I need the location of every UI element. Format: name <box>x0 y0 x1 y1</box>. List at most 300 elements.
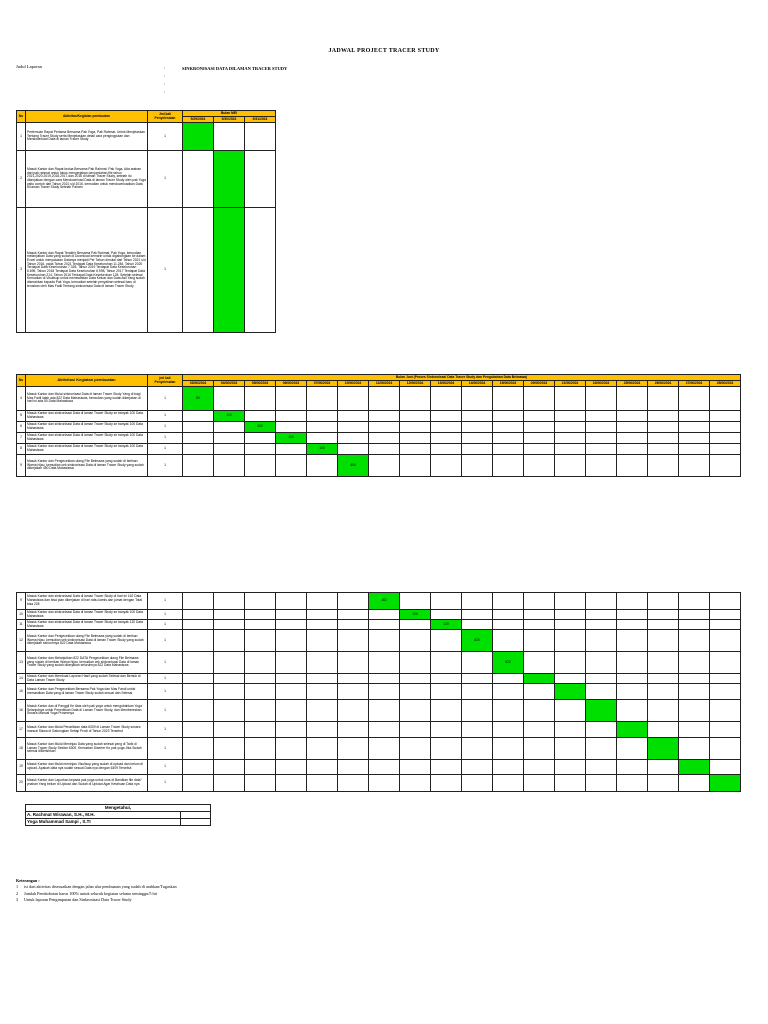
notes-title: Keterangan : <box>16 878 40 883</box>
empty-cell <box>338 620 369 630</box>
progress-cell: 50 <box>183 387 214 411</box>
empty-cell <box>369 422 400 433</box>
report-colons: : : : : <box>164 65 166 95</box>
empty-cell <box>679 722 710 738</box>
empty-cell <box>307 674 338 684</box>
empty-cell <box>462 738 493 760</box>
empty-cell <box>307 652 338 674</box>
empty-cell <box>648 433 679 444</box>
date-header: 28/06/2024 <box>710 381 741 387</box>
empty-cell <box>679 620 710 630</box>
empty-cell <box>214 652 245 674</box>
empty-cell <box>586 593 617 610</box>
table-row <box>17 610 741 620</box>
row-activity: Masuk Kantor dan Mulai Meninjau Data yang sudah selesai yang di Tarik di Laman Tracer Study Sekitar 6309, Kemudian Diserter Ke pak yoga Jika Sudah selesai diBersihkan <box>26 738 148 760</box>
empty-cell <box>400 593 431 610</box>
empty-cell <box>431 411 462 422</box>
empty-cell <box>400 422 431 433</box>
empty-cell <box>617 433 648 444</box>
empty-cell <box>338 738 369 760</box>
date-header: 07/06/2024 <box>307 381 338 387</box>
empty-cell <box>276 738 307 760</box>
table-row <box>17 700 741 722</box>
empty-cell <box>524 422 555 433</box>
row-activity: Masuk Kantor dan sinkronisasi Data di laman Tracer Study se banyak 100 Data Mahasiswa <box>26 422 148 433</box>
notes <box>16 878 177 903</box>
empty-cell <box>400 387 431 411</box>
empty-cell <box>276 775 307 792</box>
empty-cell <box>617 610 648 620</box>
empty-cell <box>338 760 369 775</box>
row-number: 10 <box>17 610 26 620</box>
progress-cell <box>710 775 741 792</box>
page-title: JADWAL PROJECT TRACER STUDY <box>328 48 440 54</box>
empty-cell <box>555 411 586 422</box>
row-activity: Masuk Kantor dan di Panggil Ke Atas oleh pak yoga untuk mengubahkan Yoga Selanjutnya untuk Penerikkan Data di Laman Tracer Study, dan Membereskan Secara Manual Yoga Prosesnya <box>26 700 148 722</box>
row-count: 1 <box>148 593 183 610</box>
empty-cell <box>493 630 524 652</box>
empty-cell <box>617 444 648 455</box>
empty-cell <box>617 684 648 700</box>
empty-cell <box>369 610 400 620</box>
row-activity: Masuk Kantor dan Laporkan kepada pak yoga untuk cros di Bandkan file data" ynahan Yang belum di Upload dan Sudah di Upload Agar Ketahuan Data nya <box>26 775 148 792</box>
empty-cell <box>214 674 245 684</box>
table-row <box>17 387 741 411</box>
empty-cell <box>617 620 648 630</box>
empty-cell <box>617 411 648 422</box>
empty-cell <box>183 620 214 630</box>
empty-cell <box>307 630 338 652</box>
empty-cell <box>524 700 555 722</box>
empty-cell <box>431 684 462 700</box>
empty-cell <box>431 738 462 760</box>
empty-cell <box>648 775 679 792</box>
empty-cell <box>524 455 555 477</box>
empty-cell <box>555 738 586 760</box>
empty-cell <box>617 387 648 411</box>
row-activity: Masuk Kantor dan sinkronisasi Data di laman Tracer Study se banyak 100 Data Mahasiswa <box>26 411 148 422</box>
empty-cell <box>648 700 679 722</box>
row-number: 15 <box>17 684 26 700</box>
empty-cell <box>369 630 400 652</box>
table-row <box>17 674 741 684</box>
empty-cell <box>586 652 617 674</box>
empty-cell <box>245 411 276 422</box>
empty-cell <box>369 387 400 411</box>
row-count: 1 <box>148 387 183 411</box>
table-row <box>17 411 741 422</box>
empty-cell <box>493 674 524 684</box>
empty-cell <box>493 620 524 630</box>
empty-cell <box>648 722 679 738</box>
row-number: 7 <box>17 433 26 444</box>
empty-cell <box>679 387 710 411</box>
empty-cell <box>710 433 741 444</box>
table-row: 3 Masuk Kantor dan Rapat Terakhir Bersama Pak Rahmat, Pak Yoga, kemudian melanjutkan Data yang sudah di Download kemarin untuk digabungkan ke dalam Excel untuk menyatukan Datanya menjadi Per Tahun dimulai dari Tahun 2021 s/d Tahun 2016, pada Tahun 2021 Terdapat Data Keseluruhan 11.284, Tahun 2020 Terdapat Data Keseluruhan 7.328, Tahun 2019 Terdapat Data Keseluruhan 6.695, Tahun 2018 Terdapat Data Keseluruhan 6.998, Tahun 2017 Terdapat Data Keseluruhan 214, Tahun 2016 Terdapat Data Keseluruhan 128. Setelah selesai Kemudian di Visulisup untuk memisahkan Data Keluar dan Data Asli Yang sudah diserahkan kepada Pak Yoga, kemudian setelah penyaliran selesai baru di teruskan oleh Mas Fadil Tentang sinkronisasi Data di laman Tracer Study 1 <box>17 208 276 333</box>
empty-cell <box>245 593 276 610</box>
col-count: Jml kali Penyelesaian <box>148 111 183 123</box>
empty-cell <box>276 610 307 620</box>
empty-cell <box>493 422 524 433</box>
row-count: 1 <box>148 630 183 652</box>
table-row <box>17 775 741 792</box>
empty-cell <box>586 422 617 433</box>
date-header: 25/06/2024 <box>617 381 648 387</box>
empty-cell <box>555 455 586 477</box>
empty-cell <box>586 455 617 477</box>
empty-cell <box>617 630 648 652</box>
row-activity: Masuk Kantor dan Mulai meninjau Visulisup yang sudah di upload dan belum di upload, Apakah data nya sudah sesuai Data nya dengan 6309 Tersebut <box>26 760 148 775</box>
empty-cell <box>369 775 400 792</box>
row-count: 1 <box>148 620 183 630</box>
empty-cell <box>555 674 586 684</box>
progress-cell: 100 <box>214 411 245 422</box>
row-activity: Masuk Kantor dan Membuat Laporan Hasil yang sudah Selesai dan Bentuk di Data Laman Tracer Study <box>26 674 148 684</box>
empty-cell <box>524 387 555 411</box>
empty-cell <box>400 722 431 738</box>
empty-cell <box>214 684 245 700</box>
empty-cell <box>555 593 586 610</box>
empty-cell <box>400 444 431 455</box>
empty-cell <box>586 411 617 422</box>
empty-cell <box>462 411 493 422</box>
empty-cell <box>493 433 524 444</box>
empty-cell <box>679 684 710 700</box>
empty-cell <box>276 422 307 433</box>
empty-cell <box>431 674 462 684</box>
empty-cell <box>648 620 679 630</box>
empty-cell <box>524 444 555 455</box>
table-row: 1 Pertemuan Rapat Pertama Bersama Pak Yoga, Pak Rahmat, Untuk Menjelaskan Tentang Tracer Study serta Menjelaskan detail cara pengingputan dan Mendownload Data di laman Tracer Study 1 <box>17 123 276 151</box>
empty-cell <box>555 422 586 433</box>
row-count: 1 <box>148 422 183 433</box>
empty-cell <box>183 411 214 422</box>
col-count: jml kali Penyelesaian <box>148 375 183 387</box>
empty-cell <box>648 387 679 411</box>
empty-cell <box>524 738 555 760</box>
empty-cell <box>462 444 493 455</box>
empty-cell <box>183 652 214 674</box>
empty-cell <box>400 775 431 792</box>
empty-cell <box>431 610 462 620</box>
empty-cell <box>555 630 586 652</box>
empty-cell <box>617 422 648 433</box>
empty-cell <box>400 700 431 722</box>
empty-cell <box>586 630 617 652</box>
empty-cell <box>307 738 338 760</box>
empty-cell <box>400 455 431 477</box>
empty-cell <box>524 610 555 620</box>
date-header: 10/06/2024 <box>338 381 369 387</box>
row-activity: Masuk Kantor dan Pengecekkan ulang File Belmawa yang sudah di berikan Warna hijau, kemudian cek sinkronisasi Data di laman Tracer Study yang sudah dikerjakan 450 Data Mahasiswa <box>26 455 148 477</box>
progress-cell <box>214 208 245 333</box>
empty-cell <box>493 684 524 700</box>
date-header: 05/06/2024 <box>245 381 276 387</box>
empty-cell <box>679 610 710 620</box>
progress-cell <box>524 674 555 684</box>
empty-cell <box>183 593 214 610</box>
empty-cell <box>369 433 400 444</box>
empty-cell <box>462 422 493 433</box>
empty-cell <box>183 700 214 722</box>
empty-cell <box>307 610 338 620</box>
empty-cell <box>431 775 462 792</box>
progress-cell <box>586 700 617 722</box>
empty-cell <box>431 455 462 477</box>
row-count: 1 <box>148 444 183 455</box>
empty-cell <box>710 620 741 630</box>
progress-cell: 820 <box>462 630 493 652</box>
date-header: 14/06/2024 <box>462 381 493 387</box>
empty-cell <box>245 387 276 411</box>
empty-cell <box>276 760 307 775</box>
row-number: 9 <box>17 593 26 610</box>
row-activity: Masuk Kantor dan Mulai sinkronisasi Data di laman Tracer Study Yang di bagi Mas Fadil lalah ada 822 Data Mahasiswa, kemudian yang sudah dikerjakan di hari ini ada 50 Data Mahasiswa <box>26 387 148 411</box>
table-row <box>17 722 741 738</box>
empty-cell <box>679 775 710 792</box>
empty-cell <box>555 760 586 775</box>
empty-cell <box>462 387 493 411</box>
note-item: 1 isi dari aktivitas disesuaikan dengan jalan alur pembuatan yang sudah di arahkan/Tugaskan <box>16 884 177 890</box>
row-number: 5 <box>17 411 26 422</box>
table-june-a <box>16 374 741 477</box>
row-number: 6 <box>17 422 26 433</box>
progress-cell: 100 <box>245 422 276 433</box>
table-row <box>17 620 741 630</box>
empty-cell <box>586 433 617 444</box>
empty-cell <box>648 674 679 684</box>
row-count: 1 <box>148 411 183 422</box>
sign-name: Yoga Muhammad Sampi , S.TI <box>26 819 181 826</box>
table-row <box>17 630 741 652</box>
empty-cell <box>648 411 679 422</box>
empty-cell <box>710 630 741 652</box>
row-count: 1 <box>148 674 183 684</box>
empty-cell <box>679 444 710 455</box>
empty-cell <box>586 620 617 630</box>
empty-cell <box>183 422 214 433</box>
col-no: No <box>17 375 26 387</box>
row-number: 12 <box>17 630 26 652</box>
empty-cell <box>524 620 555 630</box>
empty-cell <box>710 444 741 455</box>
empty-cell <box>462 700 493 722</box>
date-header: 5/29/2024 <box>183 117 214 123</box>
empty-cell <box>338 433 369 444</box>
progress-cell <box>648 738 679 760</box>
empty-cell <box>276 684 307 700</box>
empty-cell <box>524 684 555 700</box>
date-header: 13/06/2024 <box>431 381 462 387</box>
row-activity: Masuk Kantor dan sinkronisasi Data di laman Tracer Study se banyak 100 Data Mahasiswa <box>26 433 148 444</box>
empty-cell <box>710 738 741 760</box>
sign-title: Mengetahui, <box>26 805 211 812</box>
empty-cell <box>679 652 710 674</box>
empty-cell <box>648 593 679 610</box>
signature-block <box>25 804 211 826</box>
row-activity: Masuk Kantor dan sinkronisasi Data di laman Tracer Study di hari ini 162 Data Mahasiswa dan bisa plan dikerjakan di hari rabu,kamis,dan jumat dengan Total bisa 228 <box>26 593 148 610</box>
empty-cell <box>679 455 710 477</box>
empty-cell <box>431 387 462 411</box>
empty-cell <box>679 593 710 610</box>
empty-cell <box>586 775 617 792</box>
table-row <box>17 684 741 700</box>
empty-cell <box>586 760 617 775</box>
row-count: 1 <box>148 684 183 700</box>
table-row <box>17 760 741 775</box>
empty-cell <box>493 593 524 610</box>
empty-cell <box>493 610 524 620</box>
empty-cell <box>245 700 276 722</box>
empty-cell <box>245 444 276 455</box>
progress-cell: 100 <box>400 610 431 620</box>
table-row <box>17 444 741 455</box>
empty-cell <box>245 455 276 477</box>
empty-cell <box>338 630 369 652</box>
empty-cell <box>462 652 493 674</box>
empty-cell <box>524 760 555 775</box>
empty-cell <box>183 775 214 792</box>
empty-cell <box>214 738 245 760</box>
empty-cell <box>462 684 493 700</box>
table-may <box>16 110 276 333</box>
empty-cell <box>493 444 524 455</box>
empty-cell <box>214 455 245 477</box>
empty-cell <box>586 674 617 684</box>
empty-cell <box>245 652 276 674</box>
empty-cell <box>431 760 462 775</box>
row-count: 1 <box>148 610 183 620</box>
empty-cell <box>245 722 276 738</box>
empty-cell <box>307 593 338 610</box>
empty-cell <box>369 700 400 722</box>
progress-cell <box>214 151 245 208</box>
empty-cell <box>307 684 338 700</box>
date-header: 20/06/2024 <box>524 381 555 387</box>
empty-cell <box>183 444 214 455</box>
empty-cell <box>369 674 400 684</box>
empty-cell <box>617 593 648 610</box>
progress-cell <box>555 684 586 700</box>
date-header: 12/06/2024 <box>400 381 431 387</box>
empty-cell <box>710 652 741 674</box>
row-activity: Masuk Kantor dan sinkronisasi Data di laman Tracer Study se banyak 120 Data Mahasiswa <box>26 620 148 630</box>
row-count: 1 <box>148 700 183 722</box>
empty-cell <box>183 674 214 684</box>
empty-cell <box>493 387 524 411</box>
empty-cell <box>524 630 555 652</box>
empty-cell <box>214 620 245 630</box>
empty-cell <box>462 593 493 610</box>
sign-name: A. Rachmat Wirawan, S.H., M.H. <box>26 812 181 819</box>
empty-cell <box>245 610 276 620</box>
progress-cell: 450 <box>338 455 369 477</box>
row-number: 4 <box>17 387 26 411</box>
empty-cell <box>431 722 462 738</box>
empty-cell <box>245 620 276 630</box>
empty-cell <box>307 433 338 444</box>
empty-cell <box>276 652 307 674</box>
empty-cell <box>276 630 307 652</box>
empty-cell <box>369 760 400 775</box>
empty-cell <box>307 620 338 630</box>
empty-cell <box>493 775 524 792</box>
empty-cell <box>400 684 431 700</box>
row-number: 11 <box>17 620 26 630</box>
empty-cell <box>369 684 400 700</box>
empty-cell <box>648 610 679 620</box>
empty-cell <box>183 760 214 775</box>
empty-cell <box>338 722 369 738</box>
progress-cell <box>183 123 214 151</box>
table-row <box>17 652 741 674</box>
empty-cell <box>307 775 338 792</box>
empty-cell <box>462 433 493 444</box>
note-item: 3 Untuk laporan Pengimputan dan Sinkronisasi Data Tracer Study <box>16 896 132 902</box>
empty-cell <box>679 422 710 433</box>
empty-cell <box>214 444 245 455</box>
empty-cell <box>400 620 431 630</box>
empty-cell <box>555 775 586 792</box>
empty-cell <box>245 630 276 652</box>
empty-cell <box>338 610 369 620</box>
empty-cell <box>710 684 741 700</box>
empty-cell <box>369 738 400 760</box>
empty-cell <box>462 620 493 630</box>
empty-cell <box>648 684 679 700</box>
empty-cell <box>493 411 524 422</box>
empty-cell <box>431 652 462 674</box>
empty-cell <box>493 455 524 477</box>
empty-cell <box>183 433 214 444</box>
empty-cell <box>431 630 462 652</box>
row-number: 19 <box>17 760 26 775</box>
empty-cell <box>679 433 710 444</box>
row-number: 18 <box>17 738 26 760</box>
empty-cell <box>276 387 307 411</box>
empty-cell <box>400 433 431 444</box>
table-june-b <box>16 592 741 792</box>
report-label: Judul Laporan <box>16 64 42 69</box>
empty-cell <box>648 455 679 477</box>
empty-cell <box>648 760 679 775</box>
empty-cell <box>555 652 586 674</box>
date-header: 5/31/2024 <box>245 117 276 123</box>
table-row <box>17 593 741 610</box>
date-header: 06/06/2024 <box>276 381 307 387</box>
col-no: No <box>17 111 26 123</box>
empty-cell <box>586 738 617 760</box>
empty-cell <box>245 775 276 792</box>
progress-cell: 120 <box>431 620 462 630</box>
empty-cell <box>555 700 586 722</box>
empty-cell <box>307 760 338 775</box>
empty-cell <box>679 630 710 652</box>
row-number: 20 <box>17 775 26 792</box>
progress-cell: 100 <box>307 444 338 455</box>
table-row: 2 Masuk Kantor dan Rapat kedua Bersama Pak Rahmat, Pak Yoga, Ada arahan dari pak rahmat untuk fokus mengerjakan penjumlahan file tahun 2021,2020,2019,2018,2017,dan 2016 di laman Tracer Study, setelah itu dilanjutkan dengan cara Mendownload Data di laman Tracer Study oleh pak Yoga yaitu contoh dari Tahun 2021 s/d 2016, kemudian untuk mendownloadkan Data di laman Tracer Study Setelah Paham 1 <box>17 151 276 208</box>
empty-cell <box>493 760 524 775</box>
empty-cell <box>710 700 741 722</box>
empty-cell <box>493 738 524 760</box>
empty-cell <box>183 455 214 477</box>
empty-cell <box>710 610 741 620</box>
empty-cell <box>617 738 648 760</box>
row-activity: Masuk Kantor dan Mulai Penarikkan data 6309 di Laman Tracer Study secara manual Siswa di Gabungkan Setiap Prodi di Tahun 2023 Tersebut <box>26 722 148 738</box>
empty-cell <box>276 722 307 738</box>
empty-cell <box>524 593 555 610</box>
empty-cell <box>307 411 338 422</box>
